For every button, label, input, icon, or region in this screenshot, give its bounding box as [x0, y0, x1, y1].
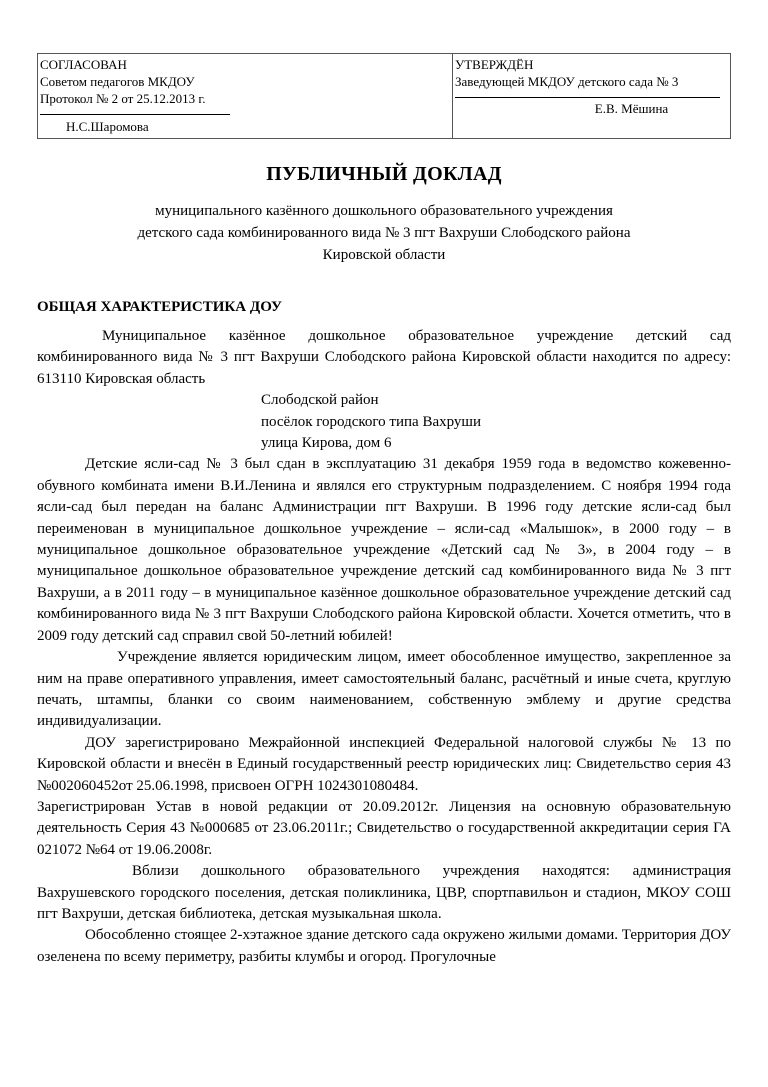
paragraph-history: Детские ясли-сад № 3 был сдан в эксплуатацию 31 декабря 1959 года в ведомство кожевенно-обувного комбината имени В.И.Ленина и являлся его структурным подразделением. С ноября 1994 года ясли-сад был передан на баланс Администрации пгт Вахруши. В 1996 году детские ясли-сад был переименован в муниципальное дошкольное учреждение – ясли-сад «Малышок», в 2000 году – в муниципальное дошкольное образовательное учреждение «Детский сад № 3», в 2004 году – в муниципальное дошкольное образовательное учреждение детский сад комбинированного вида № 3 пгт Вахруши, а в 2011 году – в муниципальное казённое дошкольное образовательное учреждение детский сад комбинированного вида № 3 пгт Вахруши Слободского района Кировской области. Хочется отметить, что в 2009 году детский сад справил свой 50-летний юбилей! — [37, 456, 731, 644]
agreed-title: СОГЛАСОВАН — [40, 57, 127, 72]
agreed-signatory: Н.С.Шаромова — [66, 119, 149, 134]
paragraph-registration: ДОУ зарегистрировано Межрайонной инспекцией Федеральной налоговой службы № 13 по Кировской области и внесён в Единый государственный реестр юридических лиц: Свидетельство серия 43 №002060452от 25.06.1998, присвоен ОГРН 1024301080484. — [37, 734, 731, 794]
agreed-protocol: Протокол № 2 от 25.12.2013 г. — [40, 91, 206, 106]
approval-table — [37, 53, 731, 139]
subtitle-line-2: детского сада комбинированного вида № 3 пгт Вахруши Слободского района — [137, 225, 631, 241]
document-page — [37, 53, 731, 968]
address-street: улица Кирова, дом 6 — [261, 435, 392, 452]
paragraph-building: Обособленно стоящее 2-хэтажное здание детского сада окружено жилыми домами. Территория ДОУ озеленена по всему периметру, разбиты клумбы и огород. Прогулочные — [37, 927, 731, 965]
agreed-council: Советом педагогов МКДОУ — [40, 74, 195, 89]
paragraph-license: Зарегистрирован Устав в новой редакции от 20.09.2012г. Лицензия на основную образовательную деятельность Серия 43 №000685 от 23.06.2011г.; Свидетельство о государственной аккредитации серия ГА 021072 №64 от 19.06.2008г. — [37, 798, 731, 858]
approved-signatory: Е.В. Мёшина — [594, 101, 669, 116]
paragraph-intro: Муниципальное казённое дошкольное образовательное учреждение детский сад комбинированного вида № 3 пгт Вахруши Слободского района Кировской области находится по адресу: 613110 Кировская область — [37, 328, 731, 387]
paragraph-legal-status: Учреждение является юридическим лицом, имеет обособленное имущество, закрепленное за ним на праве оперативного управления, имеет самостоятельный баланс, расчётный и иные счета, круглую печать, штампы, бланки со своим наименованием, собственную эмблему и другие средства индивидуализации. — [37, 649, 731, 730]
approved-block — [453, 54, 731, 139]
address-settlement: посёлок городского типа Вахруши — [261, 413, 481, 430]
paragraph-surroundings: Вблизи дошкольного образовательного учреждения находятся: администрация Вахрушевского городского поселения, детская поликлиника, ЦВР, спортпавильон и стадион, МКОУ СОШ пгт Вахруши, детская библиотека, детская музыкальная школа. — [37, 863, 731, 922]
document-title: ПУБЛИЧНЫЙ ДОКЛАД — [266, 163, 502, 185]
address-district: Слободской район — [261, 392, 379, 409]
subtitle-line-1: муниципального казённого дошкольного образовательного учреждения — [155, 203, 613, 219]
signature-line-left — [40, 113, 230, 115]
section-heading: ОБЩАЯ ХАРАКТЕРИСТИКА ДОУ — [37, 299, 283, 315]
subtitle-line-3: Кировской области — [322, 247, 446, 263]
agreed-block — [38, 54, 453, 139]
signature-line-right — [455, 96, 720, 98]
approved-head: Заведующей МКДОУ детского сада № 3 — [455, 74, 679, 89]
approved-title: УТВЕРЖДЁН — [455, 57, 534, 72]
